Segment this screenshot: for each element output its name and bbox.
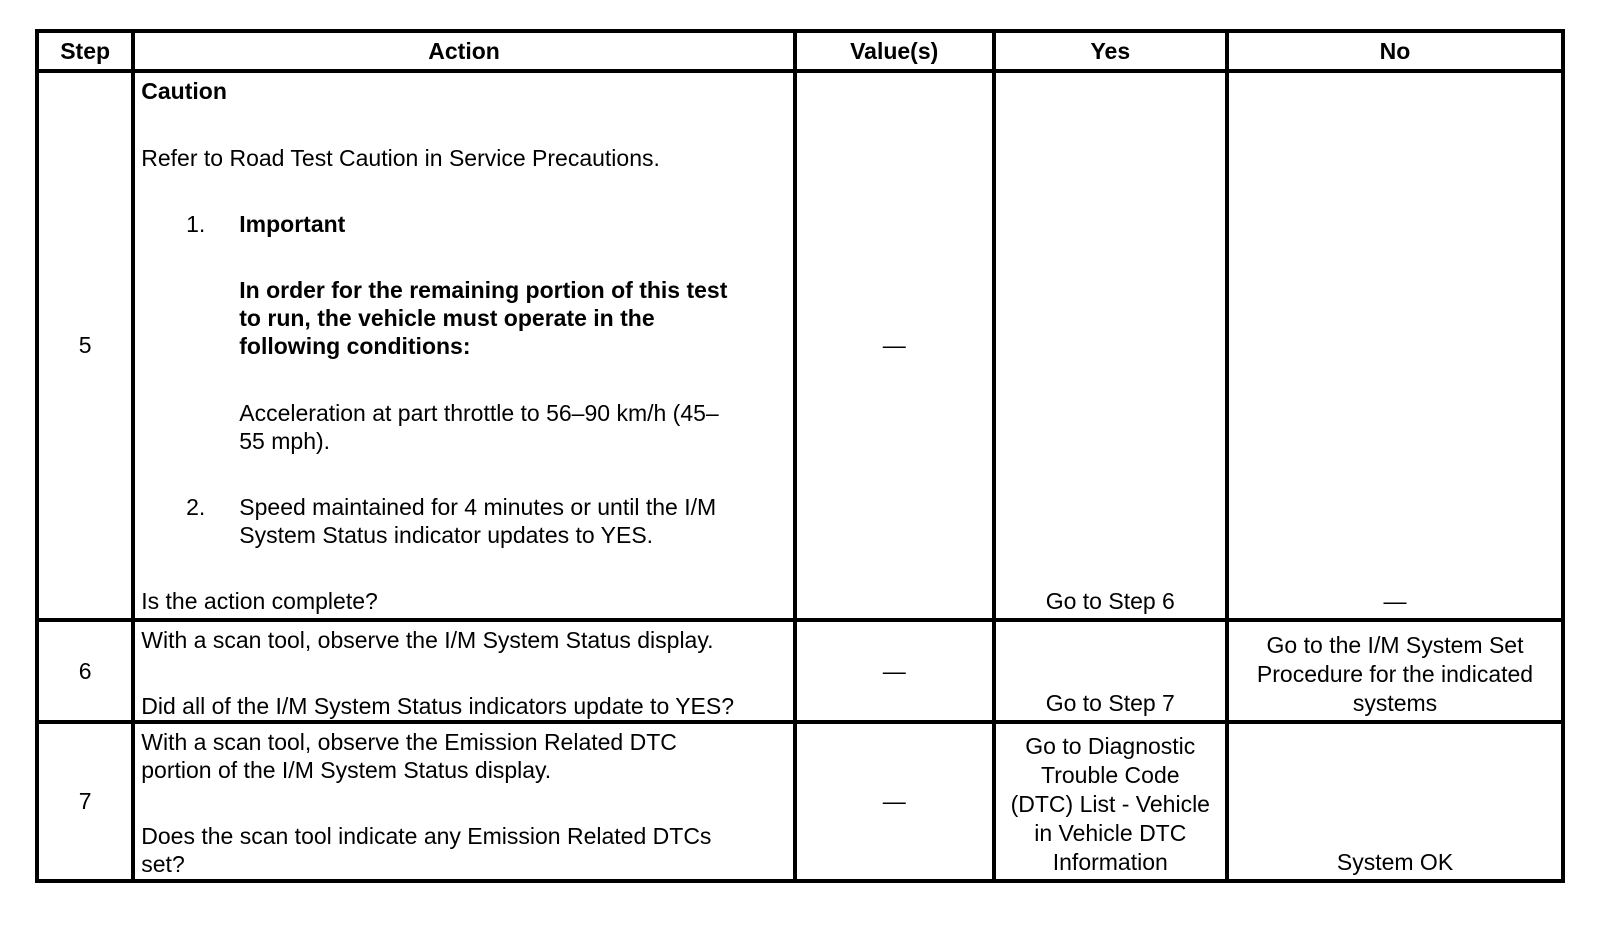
question-text: Did all of the I/M System Status indicators update to YES? — [141, 693, 735, 719]
yes-cell: Go to Step 6 — [994, 71, 1228, 620]
yes-text-line-4: in Vehicle DTC — [1034, 820, 1187, 846]
step-number: 6 — [37, 620, 133, 722]
action-text-line-2: portion of the I/M System Status display. — [141, 757, 552, 783]
question-text: Is the action complete? — [141, 588, 378, 614]
value-cell: — — [795, 722, 994, 881]
header-no: No — [1227, 31, 1563, 71]
action-cell — [133, 620, 795, 722]
action-text-line-1: With a scan tool, observe the Emission Related DTC — [141, 729, 677, 755]
yes-text-line-1: Go to Diagnostic — [1025, 733, 1196, 759]
table-row-step-6 — [37, 620, 1563, 722]
header-step: Step — [37, 31, 133, 71]
question-text-line-1: Does the scan tool indicate any Emission Related DTCs — [141, 823, 712, 849]
important-text-line-3: following conditions: — [239, 333, 471, 359]
header-values: Value(s) — [795, 31, 994, 71]
value-cell: — — [795, 620, 994, 722]
important-text-line-2: to run, the vehicle must operate in the — [239, 305, 655, 331]
step-number: 7 — [37, 722, 133, 881]
caution-text: Refer to Road Test Caution in Service Precautions. — [141, 145, 660, 171]
action-cell — [133, 722, 795, 881]
item-2-text-line-2: System Status indicator updates to YES. — [239, 522, 654, 548]
list-number-2: 2. — [186, 494, 206, 520]
condition-text-line-2: 55 mph). — [239, 428, 331, 454]
table-row-step-5 — [37, 71, 1563, 620]
caution-title: Caution — [141, 78, 227, 104]
header-yes: Yes — [994, 31, 1228, 71]
value-cell: — — [795, 71, 994, 620]
header-row — [37, 31, 1563, 71]
yes-cell — [994, 722, 1228, 881]
no-cell: System OK — [1227, 722, 1563, 881]
step-number: 5 — [37, 71, 133, 620]
important-text-line-1: In order for the remaining portion of this test — [239, 277, 728, 303]
no-cell: — — [1227, 71, 1563, 620]
action-text: With a scan tool, observe the I/M System Status display. — [141, 627, 714, 653]
no-cell — [1227, 620, 1563, 722]
no-text-line-1: Go to the I/M System Set — [1266, 632, 1524, 658]
yes-cell: Go to Step 7 — [994, 620, 1228, 722]
header-action: Action — [133, 31, 795, 71]
diagnostic-table — [35, 29, 1565, 883]
list-number-1: 1. — [186, 211, 206, 237]
no-text-line-2: Procedure for the indicated — [1256, 661, 1534, 687]
table-row-step-7 — [37, 722, 1563, 881]
action-cell — [133, 71, 795, 620]
yes-text-line-3: (DTC) List - Vehicle — [1010, 791, 1210, 817]
yes-text-line-2: Trouble Code — [1041, 762, 1180, 788]
item-2-text-line-1: Speed maintained for 4 minutes or until the I/M — [239, 494, 717, 520]
important-title: Important — [239, 211, 346, 237]
no-text-line-3: systems — [1352, 690, 1438, 716]
question-text-line-2: set? — [141, 851, 185, 877]
condition-text-line-1: Acceleration at part throttle to 56–90 km/h (45– — [239, 400, 719, 426]
yes-text-line-5: Information — [1052, 849, 1168, 875]
